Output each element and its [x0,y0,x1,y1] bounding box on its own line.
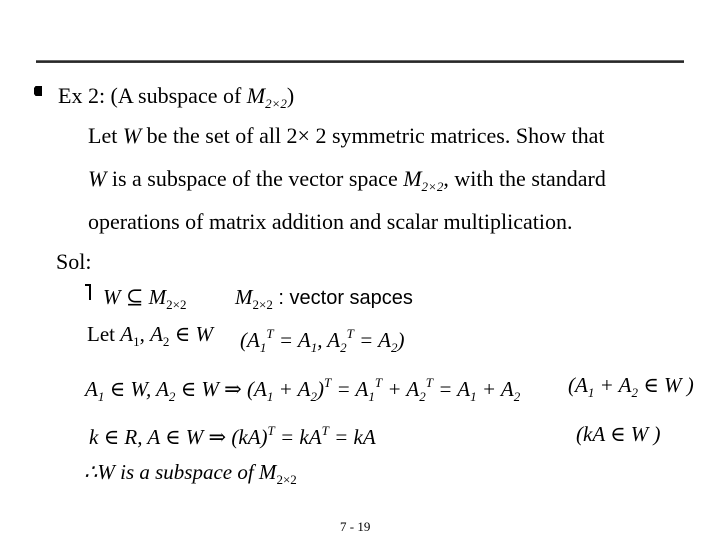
math-subscript: 1 [310,340,318,355]
statement-symbol: W [122,123,142,148]
solution-row-1 [103,284,186,318]
math-text: (A [240,328,260,352]
math-text: = kA [274,425,322,449]
math-subscript: 1 [470,389,477,404]
math-subscript: 1 [97,389,105,404]
statement-symbol: M [403,166,422,191]
math-symbol: A [156,377,169,401]
heading-subscript: 2×2 [265,96,287,111]
math-text: ∴W is a subspace of M [84,460,277,484]
math-text: = A [273,328,311,352]
math-superscript: T [425,375,433,390]
math-text: ∈ W, [104,377,157,401]
math-text: , A [317,328,341,352]
math-subscript: 1 [259,340,267,355]
statement-line-3: operations of matrix addition and scalar multiplication. [88,209,573,234]
math-text: = kA [328,425,376,449]
math-note: : vector sapces [272,287,413,309]
math-subscript: 2 [162,334,170,349]
math-operator: ∈ [169,322,196,346]
math-subscript: 2×2 [276,472,297,487]
heading-text: Ex 2: (A subspace of [58,83,247,108]
heading-matrix: M [246,83,266,108]
math-symbol: M [148,285,167,309]
math-subscript: 2 [631,385,638,400]
math-operator: ⊆ [120,285,149,309]
math-subscript: 1 [133,334,140,349]
math-text: ∈ W ) [637,373,694,397]
math-symbol: A [150,322,163,346]
math-text: + A [382,377,420,401]
solution-row-3 [85,370,520,410]
math-text: ) [316,377,324,401]
statement-symbol: W [88,166,107,191]
math-text: = A [331,377,369,401]
math-text: + A [594,373,632,397]
math-text: ∈ W ⇒ (A [175,377,267,401]
math-subscript: 1 [266,389,274,404]
example-heading [58,83,294,117]
solution-conclusion [84,459,297,493]
solution-row-3-note [568,372,694,406]
math-text: (A [568,373,588,397]
math-text: ) [397,328,405,352]
math-subscript: 1 [587,385,595,400]
math-subscript: 2 [310,389,317,404]
statement-text: Let [88,123,123,148]
math-superscript: T [266,326,274,341]
solution-row-4-note: (kA ∈ W ) [576,422,661,446]
title-divider-rule [36,60,684,63]
math-superscript: T [323,375,332,390]
math-subscript: 2 [168,389,176,404]
solution-row-4 [89,418,376,450]
math-superscript: T [267,423,275,438]
math-subscript: 2 [419,389,426,404]
statement-subscript: 2×2 [421,179,444,194]
math-text: k ∈ R, A ∈ W ⇒ (kA) [89,425,268,449]
bullet-icon [34,86,42,96]
statement-line-1 [88,123,604,149]
math-text: = A [353,328,391,352]
solution-row-1-note [235,284,413,318]
math-text: + A [476,377,514,401]
math-subscript: 2 [513,389,521,404]
math-superscript: T [346,326,354,341]
statement-text: is a subspace of the vector space [106,166,404,191]
math-superscript: T [321,423,329,438]
math-symbol: W [103,285,121,309]
statement-line-2 [88,166,606,200]
math-subscript: 1 [368,389,375,404]
math-symbol: A [120,322,134,346]
math-subscript: 2 [340,340,347,355]
solution-label: Sol: [56,249,92,274]
math-superscript: T [374,375,383,390]
heading-close: ) [286,83,295,108]
statement-text: , with the standard [443,166,606,191]
solution-row-2-condition [240,321,405,361]
page-number: 7 - 19 [340,519,371,534]
solution-row-2 [87,321,213,355]
math-text: Let [87,322,121,346]
math-subscript: 2×2 [166,297,187,312]
math-text: = A [432,377,471,401]
math-symbol: M [235,285,253,309]
math-text: , [139,322,151,346]
math-subscript: 2 [391,340,398,355]
math-symbol: W [195,322,213,346]
math-subscript: 2×2 [252,297,273,312]
math-symbol: A [85,377,98,401]
statement-text: be the set of all 2× 2 symmetric matrices. Show that [141,123,605,148]
math-text: + A [273,377,311,401]
bracket-mark [85,284,91,300]
